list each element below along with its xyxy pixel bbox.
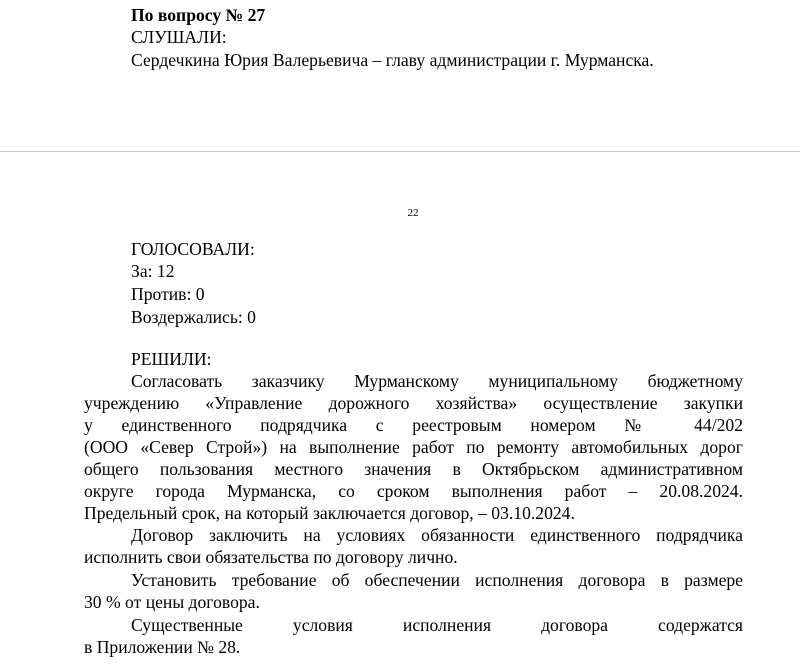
security-line: 30 % от цены договора.: [84, 592, 260, 612]
heard-label: СЛУШАЛИ:: [131, 27, 227, 47]
decision-line: Предельный срок, на который заключается договор, – 03.10.2024.: [84, 503, 575, 523]
voted-label: ГОЛОСОВАЛИ:: [131, 239, 255, 259]
document-page-bottom: [0, 156, 800, 664]
page-break-divider: [0, 151, 800, 152]
contract-line: исполнить свои обязательства по договору лично.: [84, 547, 458, 567]
question-heading: По вопросу № 27: [131, 5, 266, 25]
decision-line: округе города Мурманска, со сроком выполнения работ – 20.08.2024.: [84, 481, 743, 501]
decision-line: учреждению «Управление дорожного хозяйства» осуществление закупки: [84, 393, 743, 413]
terms-line: Существенные условия исполнения договора содержатся: [131, 615, 743, 635]
document-page-top: [0, 0, 800, 150]
decision-line: (ООО «Север Строй») на выполнение работ по ремонту автомобильных дорог: [84, 437, 743, 457]
decision-line: общего пользования местного значения в Октябрьском административном: [84, 459, 743, 479]
votes-abstained: Воздержались: 0: [131, 307, 256, 327]
decision-line: Согласовать заказчику Мурманскому муниципальному бюджетному: [131, 371, 743, 391]
security-line: Установить требование об обеспечении исполнения договора в размере: [131, 570, 743, 590]
decision-line: у единственного подрядчика с реестровым номером № 44/202: [84, 415, 743, 435]
terms-line: в Приложении № 28.: [84, 637, 241, 657]
votes-against: Против: 0: [131, 284, 205, 304]
speaker-line: Сердечкина Юрия Валерьевича – главу администрации г. Мурманска.: [131, 50, 654, 70]
votes-for: За: 12: [131, 261, 175, 281]
page-number: 22: [407, 207, 419, 219]
decided-label: РЕШИЛИ:: [131, 349, 212, 369]
contract-line: Договор заключить на условиях обязанности единственного подрядчика: [131, 525, 743, 545]
